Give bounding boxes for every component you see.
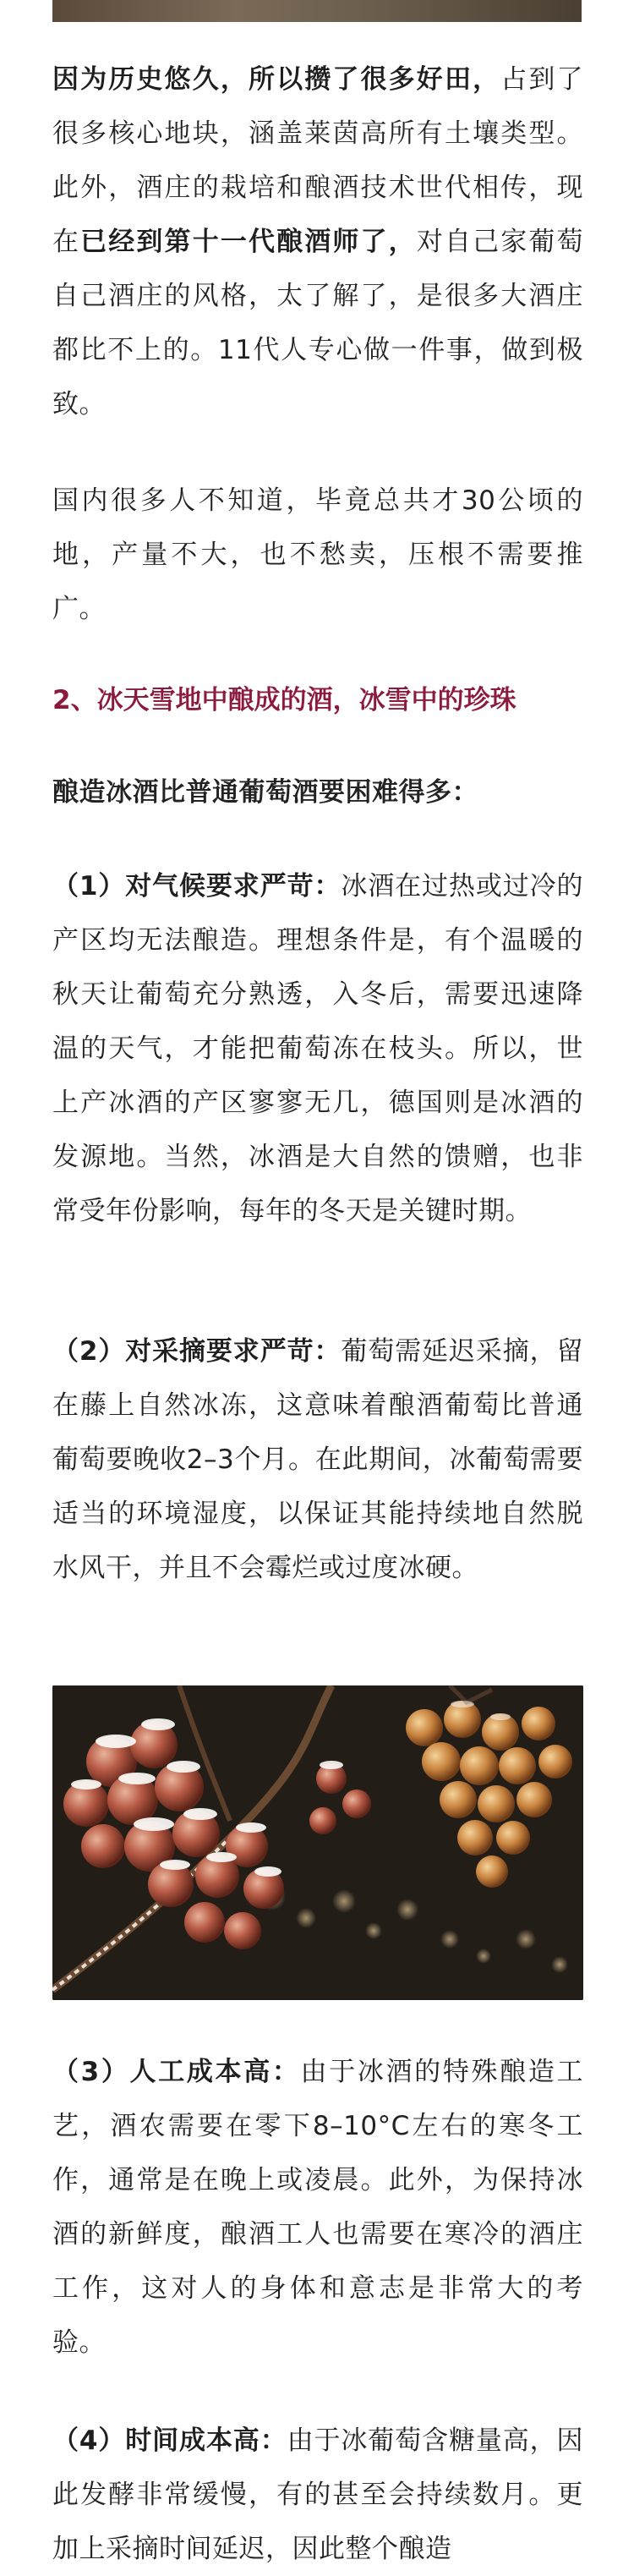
text-history-1: 占到了很多核心地块，涵盖莱茵高所有土壤类型。此外，酒庄的栽培和酿酒技术世代相传，现在 xyxy=(52,64,584,257)
item-time xyxy=(52,2414,583,2576)
item-harvest-text: 葡萄需延迟采摘，留在藤上自然冰冻，这意味着酿酒葡萄比普通葡萄要晚收2–3个月。在此期间，冰葡萄需要适当的环境湿度，以保证其能持续地自然脱水风干，并且不会霉烂或过度冰硬。 xyxy=(52,1336,583,1583)
paragraph-history xyxy=(52,52,583,431)
item-labor-label: （3）人工成本高： xyxy=(52,2057,301,2087)
top-photo xyxy=(52,0,582,22)
section-heading: 2、冰天雪地中酿成的酒，冰雪中的珍珠 xyxy=(52,685,516,715)
item-labor xyxy=(52,2045,583,2370)
intro-bold: 酿造冰酒比普通葡萄酒要困难得多： xyxy=(52,777,478,808)
item-climate xyxy=(52,859,583,1238)
item-climate-label: （1）对气候要求严苛： xyxy=(52,871,342,902)
bold-history: 因为历史悠久，所以攒了很多好田， xyxy=(52,64,501,95)
text-history-2: 对自己家葡萄自己酒庄的风格，太了解了，是很多大酒庄都比不上的。11代人专心做一件事，做到极致。 xyxy=(52,227,584,419)
item-time-label: （4）时间成本高： xyxy=(52,2425,287,2456)
item-time-text: 由于冰葡萄含糖量高，因此发酵非常缓慢，有的甚至会持续数月。更加上采摘时间延迟，因此整个酿造 xyxy=(52,2425,583,2564)
bold-generations: 已经到第十一代酿酒师了， xyxy=(80,227,417,257)
item-climate-text: 冰酒在过热或过冷的产区均无法酿造。理想条件是，有个温暖的秋天让葡萄充分熟透，入冬后，需要迅速降温的天气，才能把葡萄冻在枝头。所以，世上产冰酒的产区寥寥无几，德国则是冰酒的发源地。当然，冰酒是大自然的馈赠，也非常受年份影响，每年的冬天是关键时期。 xyxy=(52,871,583,1226)
paragraph-domestic: 国内很多人不知道，毕竟总共才30公顷的地，产量不大，也不愁卖，压根不需要推广。 xyxy=(52,485,583,624)
frozen-grapes-photo xyxy=(52,1685,583,2000)
item-harvest xyxy=(52,1324,583,1595)
item-labor-text: 由于冰酒的特殊酿造工艺，酒农需要在零下8–10°C左右的寒冬工作，通常是在晚上或凌晨。此外，为保持冰酒的新鲜度，酿酒工人也需要在寒冷的酒庄工作，这对人的身体和意志是非常大的考验。 xyxy=(52,2057,583,2358)
item-harvest-label: （2）对采摘要求严苛： xyxy=(52,1336,342,1367)
